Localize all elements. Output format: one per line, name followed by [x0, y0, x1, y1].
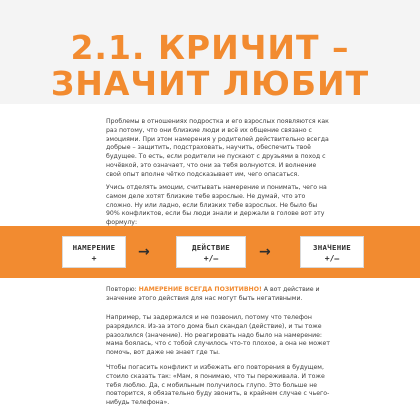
paragraph-advice: Чтобы погасить конфликт и избежать его повторения в будущем, стоило сказать так: «Мам, я понимаю, что ты переживала. И тоже тебя люблю. Да, с мобильным получилось глупо. Это больше не повторится, я обязательно буду звонить, в крайнем случае с чьего-нибудь телефона».	[106, 364, 330, 407]
repeat-accent: НАМЕРЕНИЕ ВСЕГДА ПОЗИТИВНО!	[138, 286, 262, 293]
arrow-right-icon: →	[259, 244, 271, 260]
formula-box-action	[176, 236, 246, 268]
formula-meaning-sign: +/–	[324, 254, 340, 263]
chapter-title	[0, 30, 420, 102]
arrow-right-icon: →	[138, 244, 150, 260]
paragraph-formula-intro: Учись отделять эмоции, считывать намерение и понимать, чего на самом деле хотят близкие тебе взрослые. Не думай, что это сложно. Ну или ладно, если близких тебе взрослых. Не было бы 90% конфликтов, если бы люди знали и держали в голове вот эту формулу:	[106, 184, 327, 227]
formula-intention-label: НАМЕРЕНИЕ	[72, 243, 116, 252]
formula-action-label: ДЕЙСТВИЕ	[192, 243, 230, 252]
repeat-rest: А вот действие и значение этого действия для нас могут быть негативными.	[106, 286, 320, 302]
formula-box-meaning	[300, 236, 364, 268]
chapter-title-line-1: 2.1. КРИЧИТ –	[70, 28, 350, 67]
paragraph-intro: Проблемы в отношениях подростка и его взрослых появляются как раз потому, что они близкие люди и всё их общение связано с эмоциями. При этом намерения у родителей действительно всегда добрые – защитить, подстраховать, научить, обеспечить твоё будущее. То есть, если родители не пускают с друзьями в поход с ночёвкой, это означает, что они за тебя волнуются. И волнение свой опыт вполне чётко подсказывает им, чего опасаться.	[106, 118, 329, 178]
formula-intention-sign: +	[91, 254, 97, 263]
formula-meaning-label: ЗНАЧЕНИЕ	[313, 243, 351, 252]
formula-action-sign: +/–	[203, 254, 219, 263]
formula-box-intention	[62, 236, 126, 268]
paragraph-repeat	[106, 286, 332, 304]
paragraph-example: Например, ты задержался и не позвонил, потому что телефон разрядился. Из-за этого дома был скандал (действие), и ты тоже разозлился (значение). Но реагировать надо было на намерение: мама боялась, что с тобой случилось что-то плохое, а она не может помочь, вот даже не знает где ты.	[106, 314, 330, 357]
repeat-lead: Повторю:	[106, 286, 139, 293]
chapter-title-line-2: ЗНАЧИТ ЛЮБИТ	[50, 64, 370, 103]
